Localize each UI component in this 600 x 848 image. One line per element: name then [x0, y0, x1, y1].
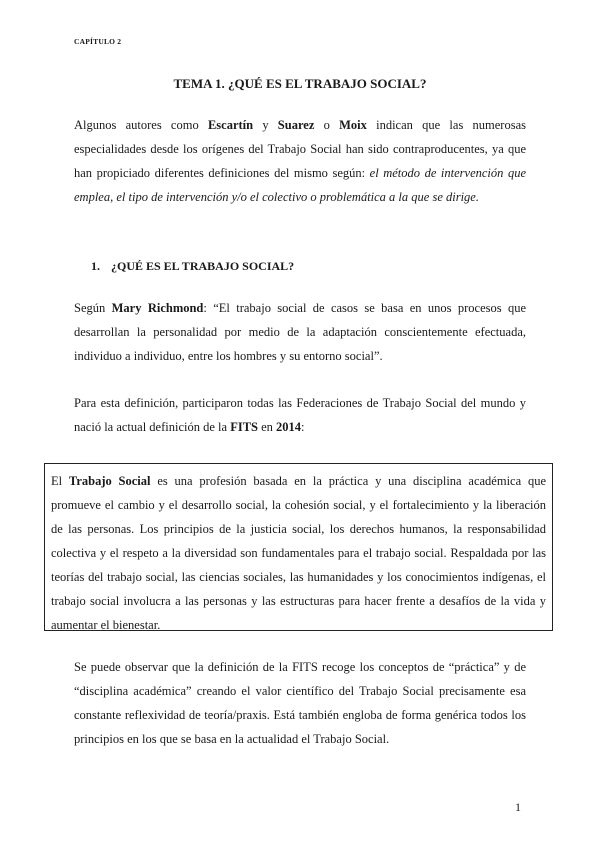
author-moix: Moix	[339, 118, 367, 132]
definition-box	[44, 463, 553, 631]
author-escartin: Escartín	[207, 118, 254, 132]
fits-intro-end: :	[301, 420, 305, 434]
fits-year: 2014	[276, 420, 302, 434]
fits-intro-paragraph	[74, 391, 526, 439]
richmond-paragraph	[74, 296, 526, 368]
intro-text-4: indican que las numerosas especialidades desde los orígenes del Trabajo Social han sido contraproducentes, ya que han propiciado diferentes definiciones del mismo según:	[74, 118, 526, 180]
page-title: TEMA 1. ¿QUÉ ES EL TRABAJO SOCIAL?	[173, 76, 427, 91]
intro-paragraph	[74, 113, 526, 209]
author-suarez: Suarez	[277, 118, 315, 132]
definition-term: Trabajo Social	[68, 474, 151, 488]
intro-text-2: y	[253, 118, 278, 132]
chapter-label: CAPÍTULO 2	[74, 37, 122, 46]
fits-intro-text: Para esta definición, participaron todas las Federaciones de Trabajo Social del mundo y nació la actual definición de la	[74, 396, 526, 434]
definition-prefix: El	[51, 474, 69, 488]
fits-label: FITS	[230, 420, 258, 434]
intro-italic: el método de intervención que emplea, el tipo de intervención y/o el colectivo o problemática a la que se dirige.	[74, 166, 526, 204]
section-heading-text: ¿QUÉ ES EL TRABAJO SOCIAL?	[111, 259, 295, 273]
fits-intro-mid: en	[257, 420, 277, 434]
section-heading	[91, 259, 294, 274]
richmond-prefix: Según	[74, 301, 112, 315]
intro-text-1: Algunos autores como	[74, 118, 208, 132]
conclusion-paragraph: Se puede observar que la definición de la FITS recoge los conceptos de “práctica” y de “disciplina académica” creando el valor científico del Trabajo Social precisamente esa constante reflexividad de teoría/praxis. Está también engloba de forma genérica todos los principios en los que se basa en la actualidad el Trabajo Social.	[74, 660, 526, 746]
intro-text-3: o	[314, 118, 340, 132]
definition-body: es una profesión basada en la práctica y una disciplina académica que promueve el cambio y el desarrollo social, la cohesión social, y el fortalecimiento y la liberación de las personas. Los principios de la justicia social, los derechos humanos, la responsabilidad colectiva y el respeto a la diversidad son fundamentales para el trabajo social. Respaldada por las teorías del trabajo social, las ciencias sociales, las humanidades y los conocimientos indígenas, el trabajo social involucra a las personas y las estructuras para hacer frente a desafíos de la vida y aumentar el bienestar.	[51, 474, 546, 632]
page-number: 1	[515, 800, 521, 814]
richmond-quote: : “El trabajo social de casos se basa en unos procesos que desarrollan la personalidad por medio de la adaptación conscientemente efectuada, individuo a individuo, entre los hombres y su entorno social”.	[74, 301, 527, 363]
section-number: 1.	[91, 259, 100, 273]
author-richmond: Mary Richmond	[111, 301, 204, 315]
